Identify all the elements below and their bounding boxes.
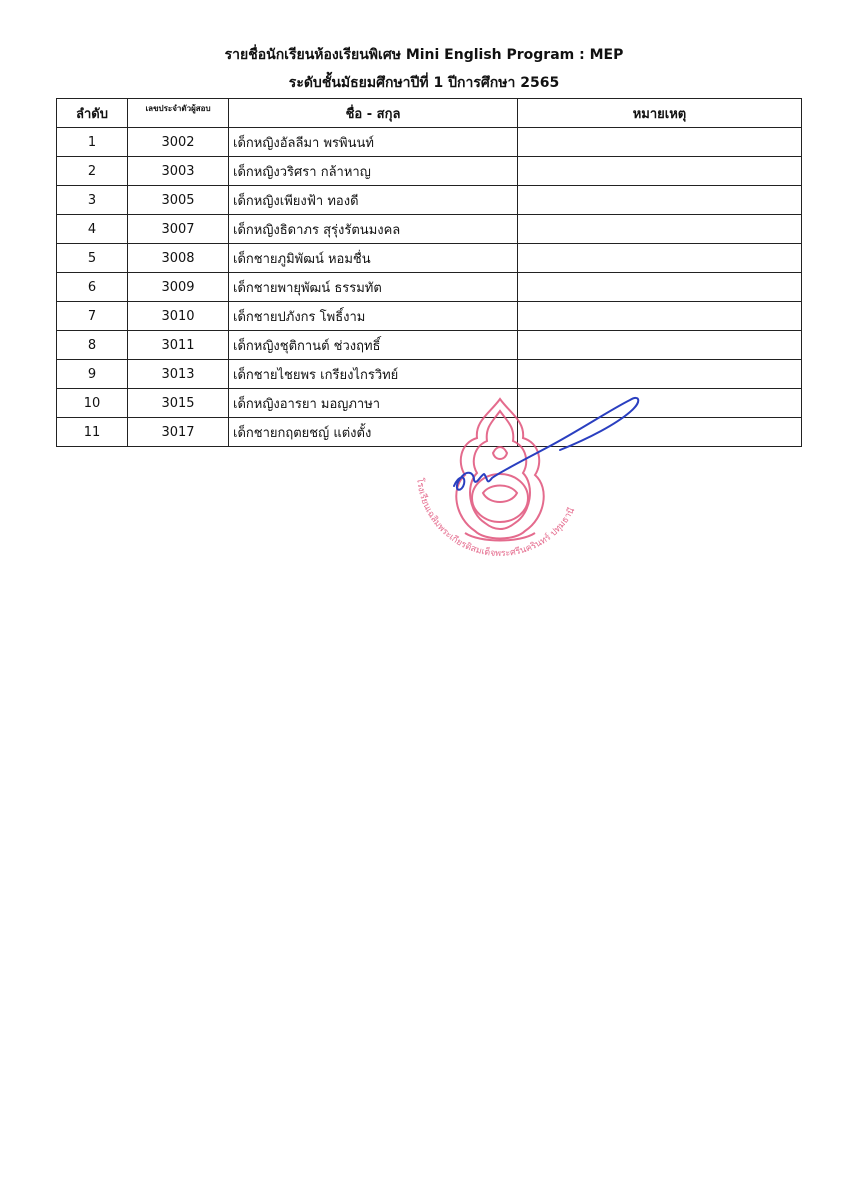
cell-exam-id: 3008 bbox=[128, 244, 229, 273]
cell-exam-id: 3009 bbox=[128, 273, 229, 302]
cell-name: เด็กหญิงชุติกานต์ ช่วงฤทธิ์ bbox=[229, 331, 518, 360]
cell-no: 11 bbox=[57, 418, 128, 447]
cell-no: 3 bbox=[57, 186, 128, 215]
cell-exam-id: 3010 bbox=[128, 302, 229, 331]
cell-no: 2 bbox=[57, 157, 128, 186]
table-row bbox=[57, 157, 802, 186]
cell-remark bbox=[518, 215, 802, 244]
cell-exam-id: 3005 bbox=[128, 186, 229, 215]
cell-exam-id: 3002 bbox=[128, 128, 229, 157]
table-row bbox=[57, 360, 802, 389]
cell-no: 5 bbox=[57, 244, 128, 273]
signature-icon bbox=[440, 388, 650, 508]
cell-no: 10 bbox=[57, 389, 128, 418]
cell-exam-id: 3011 bbox=[128, 331, 229, 360]
cell-exam-id: 3015 bbox=[128, 389, 229, 418]
table-row bbox=[57, 302, 802, 331]
table-row bbox=[57, 331, 802, 360]
column-header-name: ชื่อ - สกุล bbox=[229, 99, 518, 128]
cell-remark bbox=[518, 186, 802, 215]
cell-remark bbox=[518, 244, 802, 273]
cell-remark bbox=[518, 128, 802, 157]
cell-name: เด็กชายพายุพัฒน์ ธรรมทัต bbox=[229, 273, 518, 302]
cell-name: เด็กชายกฤตยชญ์ แต่งตั้ง bbox=[229, 418, 518, 447]
table-row bbox=[57, 128, 802, 157]
table-row bbox=[57, 244, 802, 273]
cell-name: เด็กหญิงเพียงฟ้า ทองดี bbox=[229, 186, 518, 215]
cell-name: เด็กชายปภังกร โพธิ์งาม bbox=[229, 302, 518, 331]
document-subtitle: ระดับชั้นมัธยมศึกษาปีที่ 1 ปีการศึกษา 2565 bbox=[288, 75, 560, 91]
cell-no: 4 bbox=[57, 215, 128, 244]
cell-no: 7 bbox=[57, 302, 128, 331]
table-row bbox=[57, 273, 802, 302]
seal-text: โรงเรียนเฉลิมพระเกียรติสมเด็จพระศรีนครินทร์ ปทุมธานี bbox=[414, 477, 578, 560]
column-header-exam-id: เลขประจำตัวผู้สอบ bbox=[128, 99, 229, 128]
cell-remark bbox=[518, 360, 802, 389]
column-header-remark: หมายเหตุ bbox=[518, 99, 802, 128]
cell-name: เด็กชายภูมิพัฒน์ หอมชื่น bbox=[229, 244, 518, 273]
document-title: รายชื่อนักเรียนห้องเรียนพิเศษ Mini English Program : MEP bbox=[224, 47, 624, 63]
cell-remark bbox=[518, 302, 802, 331]
cell-name: เด็กหญิงวริศรา กล้าหาญ bbox=[229, 157, 518, 186]
cell-exam-id: 3013 bbox=[128, 360, 229, 389]
cell-remark bbox=[518, 157, 802, 186]
cell-no: 1 bbox=[57, 128, 128, 157]
cell-exam-id: 3017 bbox=[128, 418, 229, 447]
cell-remark bbox=[518, 273, 802, 302]
table-header-row bbox=[57, 99, 802, 128]
cell-exam-id: 3003 bbox=[128, 157, 229, 186]
table-row bbox=[57, 186, 802, 215]
cell-no: 8 bbox=[57, 331, 128, 360]
cell-exam-id: 3007 bbox=[128, 215, 229, 244]
column-header-no: ลำดับ bbox=[57, 99, 128, 128]
cell-name: เด็กชายไชยพร เกรียงไกรวิทย์ bbox=[229, 360, 518, 389]
cell-no: 9 bbox=[57, 360, 128, 389]
table-row bbox=[57, 215, 802, 244]
cell-name: เด็กหญิงธิดาภร สุรุ่งรัตนมงคล bbox=[229, 215, 518, 244]
cell-no: 6 bbox=[57, 273, 128, 302]
cell-name: เด็กหญิงอัลลีมา พรพินนท์ bbox=[229, 128, 518, 157]
cell-remark bbox=[518, 331, 802, 360]
cell-name: เด็กหญิงอารยา มอญภาษา bbox=[229, 389, 518, 418]
